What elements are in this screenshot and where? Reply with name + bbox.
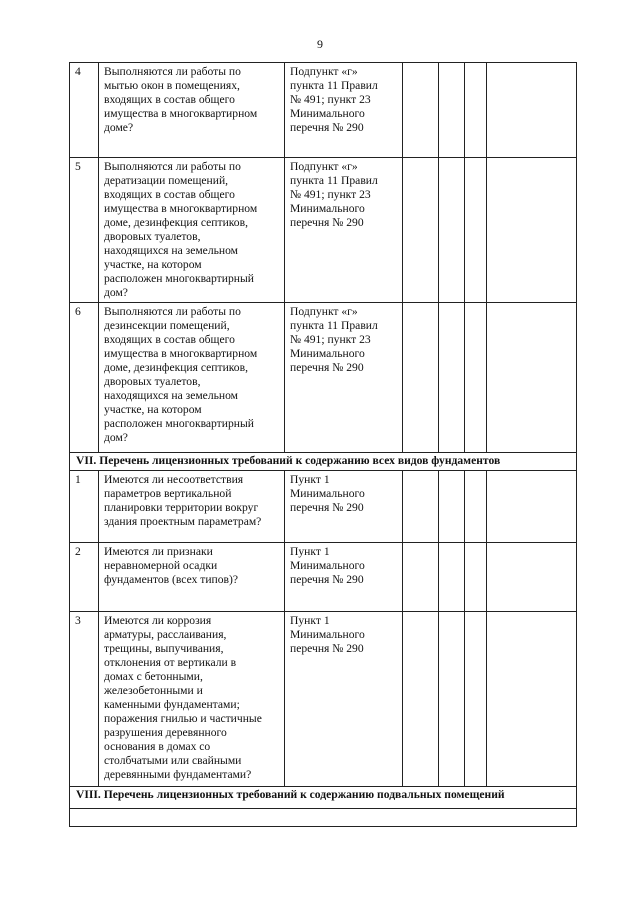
row-number: 6 — [70, 303, 99, 453]
answer-yes-cell[interactable] — [403, 158, 439, 303]
question-text: Выполняются ли работы по мытью окон в помещениях, входящих в состав общего имущества в многоквартирном доме? — [104, 65, 258, 134]
reference-cell — [285, 63, 403, 158]
question-cell — [99, 63, 285, 158]
table-row — [70, 303, 577, 453]
empty-cell — [70, 809, 577, 827]
answer-yes-cell[interactable] — [403, 471, 439, 543]
question-text: Выполняются ли работы по дератизации помещений, входящих в состав общего имущества в многоквартирном доме, дезинфекция септиков, дворовых туалетов, находящихся на земельном участке, на котором расположен многоквартирный дом? — [104, 160, 258, 299]
note-cell[interactable] — [487, 158, 577, 303]
answer-na-cell[interactable] — [465, 471, 487, 543]
answer-na-cell[interactable] — [465, 612, 487, 787]
section-header-vii — [70, 453, 577, 471]
answer-no-cell[interactable] — [439, 158, 465, 303]
reference-cell — [285, 471, 403, 543]
page-number: 9 — [317, 37, 323, 51]
answer-na-cell[interactable] — [465, 63, 487, 158]
question-cell — [99, 471, 285, 543]
reference-text: Пункт 1 Минимального перечня № 290 — [290, 545, 365, 586]
question-cell — [99, 543, 285, 612]
reference-cell — [285, 303, 403, 453]
note-cell[interactable] — [487, 612, 577, 787]
table-row — [70, 471, 577, 543]
reference-text: Подпункт «г» пункта 11 Правил № 491; пункт 23 Минимального перечня № 290 — [290, 65, 378, 134]
row-number: 4 — [70, 63, 99, 158]
table-row — [70, 158, 577, 303]
row-number: 1 — [70, 471, 99, 543]
reference-text: Пункт 1 Минимального перечня № 290 — [290, 473, 365, 514]
answer-na-cell[interactable] — [465, 303, 487, 453]
note-cell[interactable] — [487, 63, 577, 158]
note-cell[interactable] — [487, 543, 577, 612]
section-title: VIII. Перечень лицензионных требований к содержанию подвальных помещений — [70, 787, 577, 809]
table-row — [70, 543, 577, 612]
reference-cell — [285, 543, 403, 612]
question-text: Имеются ли признаки неравномерной осадки фундаментов (всех типов)? — [104, 545, 239, 586]
answer-no-cell[interactable] — [439, 612, 465, 787]
note-cell[interactable] — [487, 471, 577, 543]
answer-na-cell[interactable] — [465, 543, 487, 612]
answer-no-cell[interactable] — [439, 63, 465, 158]
question-cell — [99, 303, 285, 453]
answer-yes-cell[interactable] — [403, 612, 439, 787]
question-text: Имеются ли несоответствия параметров вертикальной планировки территории вокруг здания проектным параметрам? — [104, 473, 262, 528]
answer-yes-cell[interactable] — [403, 63, 439, 158]
note-cell[interactable] — [487, 303, 577, 453]
reference-cell — [285, 612, 403, 787]
table-row — [70, 63, 577, 158]
question-cell — [99, 158, 285, 303]
answer-na-cell[interactable] — [465, 158, 487, 303]
question-cell — [99, 612, 285, 787]
row-number: 5 — [70, 158, 99, 303]
reference-text: Подпункт «г» пункта 11 Правил № 491; пункт 23 Минимального перечня № 290 — [290, 305, 378, 374]
reference-cell — [285, 158, 403, 303]
row-number: 2 — [70, 543, 99, 612]
answer-no-cell[interactable] — [439, 543, 465, 612]
table-row — [70, 612, 577, 787]
question-text: Имеются ли коррозия арматуры, расслаивания, трещины, выпучивания, отклонения от вертикали в домах с бетонными, железобетонными и каменными фундаментами; поражения гнилью и частичные разрушения деревянного основания в домах со столбчатыми или свайными деревянными фундаментами? — [104, 614, 262, 781]
answer-yes-cell[interactable] — [403, 303, 439, 453]
row-number: 3 — [70, 612, 99, 787]
section-title: VII. Перечень лицензионных требований к содержанию всех видов фундаментов — [70, 453, 577, 471]
question-text: Выполняются ли работы по дезинсекции помещений, входящих в состав общего имущества в многоквартирном доме, дезинфекция септиков, дворовых туалетов, находящихся на земельном участке, на котором расположен многоквартирный дом? — [104, 305, 258, 444]
answer-no-cell[interactable] — [439, 471, 465, 543]
reference-text: Пункт 1 Минимального перечня № 290 — [290, 614, 365, 655]
checklist-table — [69, 62, 577, 827]
section-header-viii — [70, 787, 577, 809]
answer-no-cell[interactable] — [439, 303, 465, 453]
table-row — [70, 809, 577, 827]
answer-yes-cell[interactable] — [403, 543, 439, 612]
reference-text: Подпункт «г» пункта 11 Правил № 491; пункт 23 Минимального перечня № 290 — [290, 160, 378, 229]
